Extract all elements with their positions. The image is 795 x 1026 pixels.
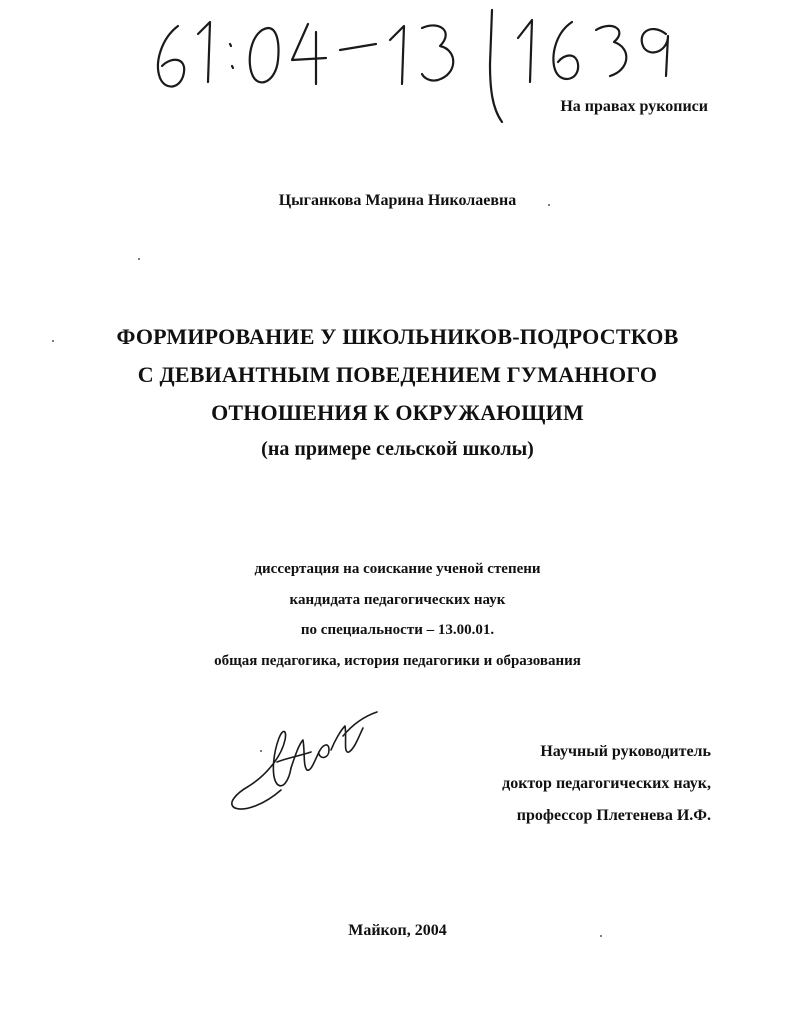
degree-line: общая педагогика, история педагогики и образования <box>214 652 581 669</box>
signature-drawing <box>225 700 385 820</box>
scan-speck <box>548 204 550 206</box>
title-line: ФОРМИРОВАНИЕ У ШКОЛЬНИКОВ-ПОДРОСТКОВ <box>116 324 679 349</box>
degree-line: кандидата педагогических наук <box>289 591 506 608</box>
supervisor-line: доктор педагогических наук, <box>502 775 711 792</box>
scan-speck <box>138 258 140 260</box>
title-line: ОТНОШЕНИЯ К ОКРУЖАЮЩИМ <box>211 400 584 425</box>
degree-line: по специальности – 13.00.01. <box>300 622 495 638</box>
degree-line: диссертация на соискание ученой степени <box>254 561 541 577</box>
author-name: Цыганкова Марина Николаевна <box>278 192 517 209</box>
supervisor-line: профессор Плетенева И.Ф. <box>516 807 711 824</box>
degree-statement <box>0 554 795 676</box>
scan-speck <box>260 750 262 752</box>
dissertation-title <box>0 318 795 432</box>
scientific-supervisor <box>411 736 711 832</box>
scan-speck <box>600 935 602 937</box>
rights-note: На правах рукописи <box>560 98 708 115</box>
author-signature <box>225 700 385 820</box>
scan-speck <box>52 340 54 342</box>
title-line: С ДЕВИАНТНЫМ ПОВЕДЕНИЕМ ГУМАННОГО <box>137 362 658 387</box>
dissertation-subtitle: (на примере сельской школы) <box>261 438 534 460</box>
supervisor-line: Научный руководитель <box>540 743 711 760</box>
city-and-year: Майкоп, 2004 <box>348 922 447 939</box>
